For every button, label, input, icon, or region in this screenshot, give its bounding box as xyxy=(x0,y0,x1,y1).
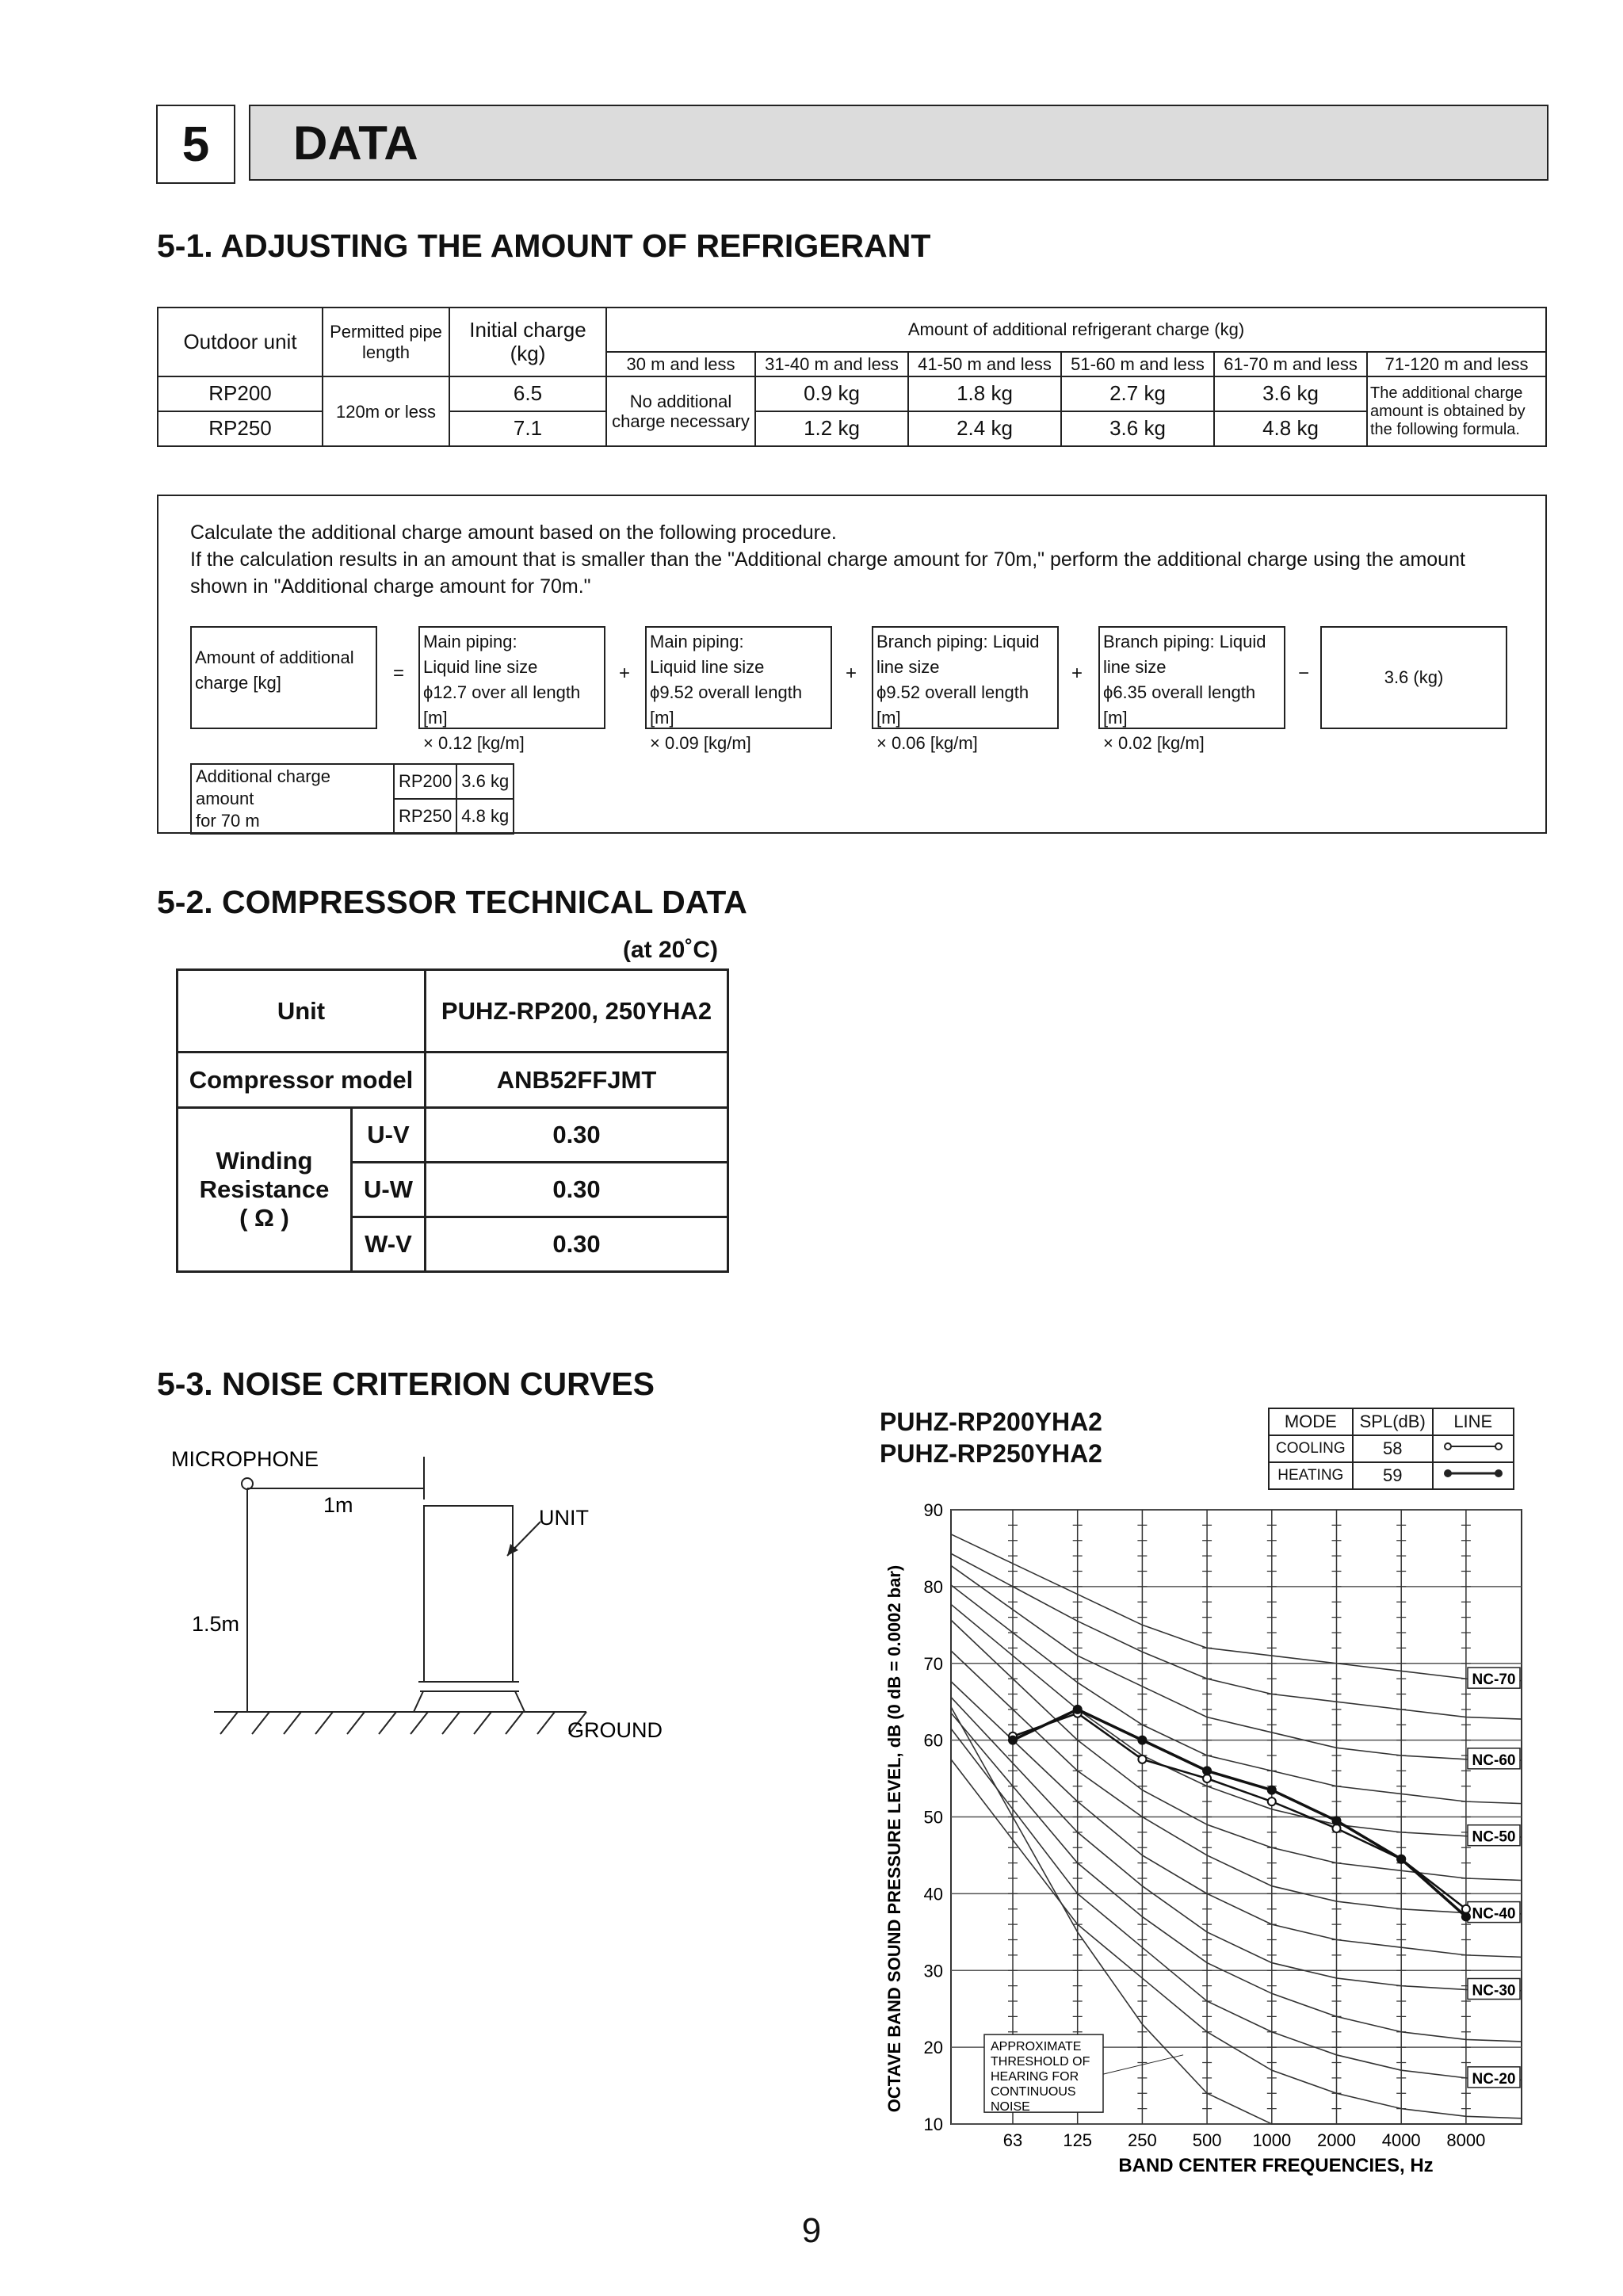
threshold-annotation-line: THRESHOLD OF xyxy=(991,2055,1090,2069)
nc-label: NC-20 xyxy=(1472,2070,1516,2088)
unit-base xyxy=(414,1691,525,1712)
nc-chart xyxy=(872,1490,1553,2187)
section-3-title: 5-3. NOISE CRITERION CURVES xyxy=(157,1366,655,1402)
model-label: Compressor model xyxy=(178,1052,426,1108)
formula-line: Branch piping: Liquid xyxy=(1103,632,1266,651)
unit-label: Unit xyxy=(178,970,426,1052)
formula-term-1 xyxy=(418,626,605,753)
nc-curve xyxy=(951,1604,1522,1837)
y-tick-label: 80 xyxy=(923,1576,943,1597)
charge-cell: 1.8 kg xyxy=(908,376,1061,411)
range-header: 31-40 m and less xyxy=(755,352,908,376)
formula-line: × 0.06 [kg/m] xyxy=(876,733,978,753)
nc-label: NC-40 xyxy=(1472,1905,1516,1923)
height-label: 1.5m xyxy=(192,1612,240,1636)
x-tick-label: 500 xyxy=(1192,2130,1222,2150)
charge-70m-label-line: for 70 m xyxy=(196,811,260,831)
y-tick-label: 90 xyxy=(923,1500,943,1520)
ground-label: GROUND xyxy=(567,1718,663,1742)
model-name: PUHZ-RP250YHA2 xyxy=(880,1439,1102,1468)
formula-term-2 xyxy=(645,626,832,753)
range-header: 71-120 m and less xyxy=(1367,352,1546,376)
x-tick-label: 125 xyxy=(1063,2130,1093,2150)
threshold-annotation-line: CONTINUOUS xyxy=(991,2085,1076,2099)
refrigerant-charge-table xyxy=(157,307,1547,447)
legend-spl: 59 xyxy=(1353,1462,1433,1489)
model-name: PUHZ-RP200YHA2 xyxy=(880,1408,1102,1436)
x-tick-label: 2000 xyxy=(1317,2130,1356,2150)
nc-curve xyxy=(951,1553,1522,1719)
initial-charge-cell: 7.1 xyxy=(449,411,606,446)
winding-label-line: Winding xyxy=(216,1147,313,1175)
pipe-length-cell: 120m or less xyxy=(323,376,449,446)
charge-70m-unit: RP200 xyxy=(394,764,456,799)
formula-constant: 3.6 (kg) xyxy=(1320,626,1507,729)
model-names xyxy=(880,1406,1102,1469)
unit-label: UNIT xyxy=(539,1506,589,1530)
threshold-annotation-line: APPROXIMATE xyxy=(991,2040,1082,2054)
series-point-cooling xyxy=(1138,1755,1146,1763)
y-tick-label: 50 xyxy=(923,1807,943,1828)
page-number: 9 xyxy=(801,2211,822,2250)
formula-line: line size xyxy=(876,657,940,677)
range-header: 61-70 m and less xyxy=(1214,352,1367,376)
series-point-heating xyxy=(1397,1855,1405,1863)
header-outdoor-unit: Outdoor unit xyxy=(158,308,323,376)
series-point-heating xyxy=(1074,1706,1082,1713)
legend-mode: HEATING xyxy=(1269,1462,1353,1489)
minus-sign: − xyxy=(1298,663,1310,684)
threshold-annotation-line: HEARING FOR xyxy=(991,2070,1079,2084)
chapter-title: DATA xyxy=(249,105,1549,181)
nc-label: NC-30 xyxy=(1472,1982,1516,2000)
nc-curve xyxy=(951,1729,1522,2080)
header-initial-charge: Initial charge (kg) xyxy=(449,308,606,376)
microphone-icon xyxy=(242,1478,253,1489)
formula-line: ϕ6.35 overall length [m] xyxy=(1103,682,1256,728)
legend-spl: 58 xyxy=(1353,1435,1433,1462)
y-tick-label: 70 xyxy=(923,1653,943,1674)
formula-line: line size xyxy=(1103,657,1167,677)
measurement-diagram xyxy=(158,1442,697,1752)
formula-line: Branch piping: Liquid xyxy=(876,632,1040,651)
formula-lhs-line: Amount of additional xyxy=(195,648,354,667)
y-tick-label: 60 xyxy=(923,1730,943,1751)
ground-hatch xyxy=(220,1712,586,1734)
unit-cell: RP200 xyxy=(158,376,323,411)
series-point-heating xyxy=(1333,1817,1341,1824)
formula-line: × 0.09 [kg/m] xyxy=(650,733,751,753)
nc-curve xyxy=(951,1534,1522,1681)
series-point-heating xyxy=(1462,1912,1470,1920)
y-tick-label: 40 xyxy=(923,1884,943,1904)
series-point-heating xyxy=(1009,1736,1017,1744)
x-tick-label: 8000 xyxy=(1446,2130,1486,2150)
annotation-leader xyxy=(1103,2055,1183,2074)
series-point-cooling xyxy=(1333,1824,1341,1832)
range-header: 51-60 m and less xyxy=(1061,352,1214,376)
unit-value: PUHZ-RP200, 250YHA2 xyxy=(426,970,728,1052)
series-point-heating xyxy=(1268,1786,1276,1794)
charge-70m-unit: RP250 xyxy=(394,799,456,834)
legend-line-cooling xyxy=(1433,1435,1514,1462)
threshold-annotation-line: NOISE xyxy=(991,2100,1030,2115)
series-point-cooling xyxy=(1203,1775,1211,1782)
plus-sign: + xyxy=(846,663,857,684)
y-tick-label: 30 xyxy=(923,1961,943,1981)
formula-term-4 xyxy=(1098,626,1285,753)
formula-term-3 xyxy=(872,626,1059,753)
winding-pair: W-V xyxy=(352,1217,426,1272)
unit-cell: RP250 xyxy=(158,411,323,446)
winding-label-line: ( Ω ) xyxy=(239,1204,289,1232)
charge-cell: 1.2 kg xyxy=(755,411,908,446)
charge-cell: 3.6 kg xyxy=(1061,411,1214,446)
charge-70m-value: 4.8 kg xyxy=(456,799,514,834)
model-value: ANB52FFJMT xyxy=(426,1052,728,1108)
formula-line: Liquid line size xyxy=(423,657,538,677)
winding-label-line: Resistance xyxy=(199,1175,330,1203)
winding-label xyxy=(178,1108,352,1272)
series-point-cooling xyxy=(1462,1905,1470,1913)
chart-legend xyxy=(1268,1408,1514,1490)
x-tick-label: 63 xyxy=(1002,2130,1023,2150)
plus-sign: + xyxy=(1071,663,1083,684)
header-additional-charge: Amount of additional refrigerant charge (kg) xyxy=(606,308,1546,352)
nc-curve xyxy=(951,1697,1522,1990)
header-pipe-length: Permitted pipe length xyxy=(323,308,449,376)
series-point-heating xyxy=(1138,1736,1146,1744)
legend-header: MODE xyxy=(1269,1408,1353,1435)
charge-70m-label xyxy=(191,764,394,834)
nc-label: NC-60 xyxy=(1472,1752,1516,1769)
winding-pair: U-V xyxy=(352,1108,426,1163)
charge-70m-value: 3.6 kg xyxy=(456,764,514,799)
y-axis-label: OCTAVE BAND SOUND PRESSURE LEVEL, dB (0 dB = 0.0002 bar) xyxy=(884,1564,904,2113)
charge-cell: 3.6 kg xyxy=(1214,376,1367,411)
legend-line-heating xyxy=(1433,1462,1514,1489)
nc-curve xyxy=(951,1682,1522,1958)
procedure-line: If the calculation results in an amount that is smaller than the "Additional charge amount for 70m," perform the additional charge using the amount shown in "Additional charge amount for 70m." xyxy=(190,548,1465,598)
charge-70m-table xyxy=(190,763,514,835)
series-point-heating xyxy=(1203,1767,1211,1775)
y-tick-label: 10 xyxy=(923,2115,943,2134)
formula-line: × 0.12 [kg/m] xyxy=(423,733,525,753)
range-header: 41-50 m and less xyxy=(908,352,1061,376)
y-tick-label: 20 xyxy=(923,2038,943,2058)
equals-sign: = xyxy=(393,663,405,684)
winding-value: 0.30 xyxy=(426,1108,728,1163)
series-point-cooling xyxy=(1268,1797,1276,1805)
nc-curve xyxy=(951,1585,1522,1804)
plus-sign: + xyxy=(619,663,631,684)
formula-line: Main piping: xyxy=(423,632,517,651)
condition-note: (at 20˚C) xyxy=(623,937,719,963)
formula-line: Liquid line size xyxy=(650,657,765,677)
unit-shape xyxy=(424,1506,513,1682)
no-additional-cell: No additional charge necessary xyxy=(606,376,755,446)
formula-line: ϕ9.52 overall length [m] xyxy=(876,682,1029,728)
winding-value: 0.30 xyxy=(426,1217,728,1272)
x-axis-label: BAND CENTER FREQUENCIES, Hz xyxy=(1118,2155,1434,2176)
charge-cell: 2.7 kg xyxy=(1061,376,1214,411)
legend-header: LINE xyxy=(1433,1408,1514,1435)
formula-line: × 0.02 [kg/m] xyxy=(1103,733,1205,753)
charge-70m-label-line: Additional charge amount xyxy=(196,766,331,808)
x-tick-label: 250 xyxy=(1128,2130,1157,2150)
distance-label: 1m xyxy=(323,1493,353,1517)
formula-line: Main piping: xyxy=(650,632,744,651)
formula-lhs xyxy=(190,626,377,729)
microphone-label: MICROPHONE xyxy=(171,1447,319,1471)
procedure-line: Calculate the additional charge amount based on the following procedure. xyxy=(190,521,837,544)
compressor-table xyxy=(176,968,729,1273)
nc-label: NC-50 xyxy=(1472,1828,1516,1846)
section-1-title: 5-1. ADJUSTING THE AMOUNT OF REFRIGERANT xyxy=(157,227,931,264)
x-tick-label: 4000 xyxy=(1381,2130,1421,2150)
x-tick-label: 1000 xyxy=(1252,2130,1292,2150)
winding-pair: U-W xyxy=(352,1163,426,1217)
formula-line: ϕ12.7 over all length [m] xyxy=(423,682,581,728)
formula-note-cell: The additional charge amount is obtained by the following formula. xyxy=(1367,376,1546,446)
section-2-title: 5-2. COMPRESSOR TECHNICAL DATA xyxy=(157,884,747,920)
charge-cell: 2.4 kg xyxy=(908,411,1061,446)
procedure-text xyxy=(190,519,1522,600)
charge-cell: 4.8 kg xyxy=(1214,411,1367,446)
charge-cell: 0.9 kg xyxy=(755,376,908,411)
winding-value: 0.30 xyxy=(426,1163,728,1217)
range-header: 30 m and less xyxy=(606,352,755,376)
formula-line: ϕ9.52 overall length [m] xyxy=(650,682,803,728)
formula-lhs-line: charge [kg] xyxy=(195,673,281,693)
nc-label: NC-70 xyxy=(1472,1671,1516,1689)
initial-charge-cell: 6.5 xyxy=(449,376,606,411)
chapter-number: 5 xyxy=(156,105,235,184)
legend-header: SPL(dB) xyxy=(1353,1408,1433,1435)
legend-mode: COOLING xyxy=(1269,1435,1353,1462)
